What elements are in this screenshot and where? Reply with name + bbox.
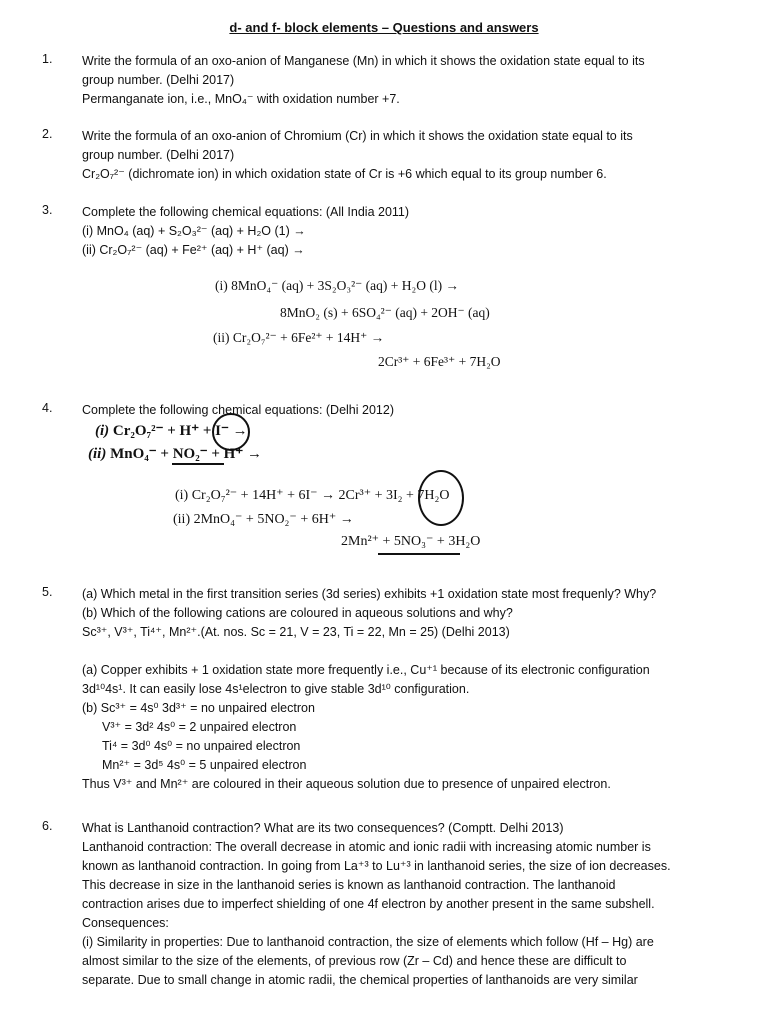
q5-config-line: Mn²⁺ = 3d⁵ 4s⁰ = 5 unpaired electron [102, 758, 307, 772]
q3-line: Complete the following chemical equations: (All India 2011) [82, 205, 410, 219]
q4-i-label: (i) [95, 423, 110, 439]
q5-question-line: (b) Which of the following cations are coloured in aqueous solutions and why? [82, 606, 513, 620]
q3-line: (ii) Cr₂O₇²⁻ (aq) + Fe²⁺ (aq) + H⁺ (aq) → [82, 243, 305, 257]
q5-answer-line: (b) Sc³⁺ = 4s⁰ 3d³⁺ = no unpaired electron [82, 701, 315, 715]
question-3 [82, 203, 732, 260]
question-number-1: 1. [42, 52, 53, 66]
q1-line: Write the formula of an oxo-anion of Manganese (Mn) in which it shows the oxidation state equal to its [82, 54, 645, 68]
question-2 [82, 127, 732, 184]
pen-underline-mark [172, 463, 224, 465]
q4-ii-label: (ii) [88, 446, 107, 462]
q6-line: almost similar to the size of the elements, of previous row (Zr – Cd) and hence these are difficult to [82, 954, 627, 968]
q3-answer-ii: (ii) Cr₂O₇²⁻ + 6Fe²⁺ + 14H⁺ → [213, 330, 385, 345]
q6-line: contraction arises due to imperfect shielding of one 4f electron by another present in the same subshell. [82, 897, 655, 911]
q4-handwritten-ii [88, 444, 262, 463]
q4-answer-i: (i) Cr₂O₇²⁻ + 14H⁺ + 6I⁻ → 2Cr³⁺ + 3I₂ + 7H₂O [175, 488, 450, 503]
question-number-6: 6. [42, 819, 53, 833]
q5-answer-line: 3d¹⁰4s¹. It can easily lose 4s¹electron to give stable 3d¹⁰ configuration. [82, 682, 470, 696]
q3-answer-i-products: 8MnO₂ (s) + 6SO₄²⁻ (aq) + 2OH⁻ (aq) [280, 305, 490, 320]
q6-line: (i) Similarity in properties: Due to lanthanoid contraction, the size of elements which follow (Hf – Hg) are [82, 935, 654, 949]
question-5 [82, 585, 732, 794]
q5-conclusion: Thus V³⁺ and Mn²⁺ are coloured in their aqueous solution due to presence of unpaired electron. [82, 777, 611, 791]
q6-line: Lanthanoid contraction: The overall decrease in atomic and ionic radii with increasing atomic number is [82, 840, 651, 854]
q3-answer-i: (i) 8MnO₄⁻ (aq) + 3S₂O₃²⁻ (aq) + H₂O (l) → [215, 278, 459, 293]
question-1 [82, 52, 732, 109]
page-title: d- and f- block elements – Questions and answers [229, 20, 539, 35]
question-4 [82, 401, 732, 420]
q4-answer-ii: (ii) 2MnO₄⁻ + 5NO₂⁻ + 6H⁺ → [173, 512, 354, 527]
q5-question-line: Sc³⁺, V³⁺, Ti⁴⁺, Mn²⁺.(At. nos. Sc = 21, V = 23, Ti = 22, Mn = 25) (Delhi 2013) [82, 625, 510, 639]
q6-line: This decrease in size in the lanthanoid series is known as lanthanoid contraction. The lanthanoid [82, 878, 616, 892]
q2-answer: Cr₂O₇²⁻ (dichromate ion) in which oxidation state of Cr is +6 which equal to its group number 6. [82, 167, 607, 181]
q2-line: Write the formula of an oxo-anion of Chromium (Cr) in which it shows the oxidation state equal to its [82, 129, 633, 143]
q5-question-line: (a) Which metal in the first transition series (3d series) exhibits +1 oxidation state most frequenly? Why? [82, 587, 657, 601]
q4-ii-equation: MnO₄⁻ + NO₂⁻ + H⁺ → [110, 446, 263, 462]
question-number-2: 2. [42, 127, 53, 141]
q5-answer-line: (a) Copper exhibits + 1 oxidation state more frequently i.e., Cu⁺¹ because of its electronic configuration [82, 663, 650, 677]
q3-line: (i) MnO₄ (aq) + S₂O₃²⁻ (aq) + H₂O (1) → [82, 224, 306, 238]
q6-line: separate. Due to small change in atomic radii, the chemical properties of lanthanoids are very similar [82, 973, 638, 987]
q2-line: group number. (Delhi 2017) [82, 148, 235, 162]
q4-i-equation: Cr₂O₇²⁻ + H⁺ + I⁻ → [112, 423, 248, 439]
q1-answer: Permanganate ion, i.e., MnO₄⁻ with oxidation number +7. [82, 92, 400, 106]
pen-circle-mark [418, 470, 464, 526]
q6-line: known as lanthanoid contraction. In going from La⁺³ to Lu⁺³ in lanthanoid series, the size of ion decreases. [82, 859, 671, 873]
q6-line: Consequences: [82, 916, 169, 930]
q5-config-line: Ti⁴ = 3d⁰ 4s⁰ = no unpaired electron [102, 739, 301, 753]
q6-line: What is Lanthanoid contraction? What are its two consequences? (Comptt. Delhi 2013) [82, 821, 564, 835]
question-number-3: 3. [42, 203, 53, 217]
q4-answer-ii-products: 2Mn²⁺ + 5NO₃⁻ + 3H₂O [341, 534, 481, 549]
q1-line: group number. (Delhi 2017) [82, 73, 235, 87]
q4-line: Complete the following chemical equations: (Delhi 2012) [82, 403, 394, 417]
question-6 [82, 819, 732, 990]
question-number-5: 5. [42, 585, 53, 599]
q3-answer-ii-products: 2Cr³⁺ + 6Fe³⁺ + 7H₂O [378, 354, 501, 369]
q5-config-line: V³⁺ = 3d² 4s⁰ = 2 unpaired electron [102, 720, 297, 734]
pen-underline-mark [378, 553, 460, 555]
question-number-4: 4. [42, 401, 53, 415]
